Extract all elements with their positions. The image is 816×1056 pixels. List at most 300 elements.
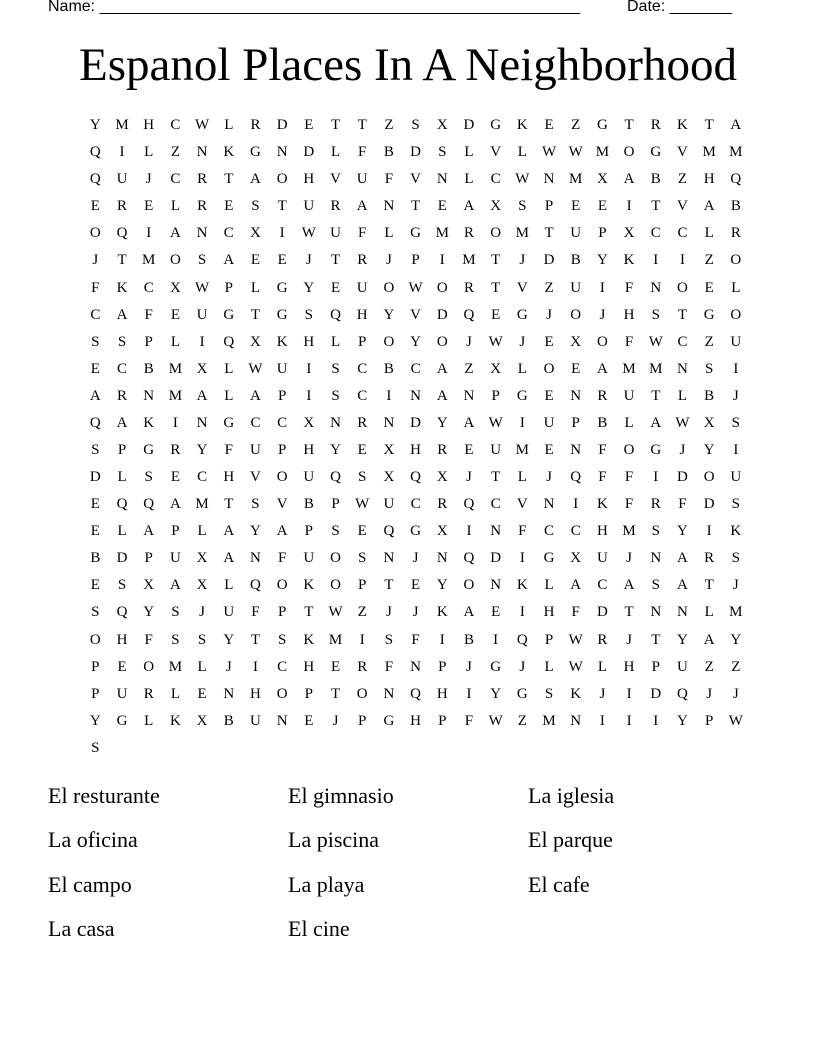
grid-letter: Y	[730, 631, 742, 648]
grid-letter: J	[706, 685, 713, 702]
grid-letter: T	[411, 198, 421, 215]
grid-letter: T	[651, 631, 661, 648]
grid-letter: E	[571, 198, 581, 215]
grid-letter: O	[276, 171, 288, 188]
grid-letter: C	[410, 496, 421, 513]
grid-letter: Q	[516, 631, 528, 648]
grid-letter: C	[117, 360, 128, 377]
grid-letter: N	[276, 712, 288, 729]
grid-letter: L	[224, 360, 234, 377]
grid-letter: J	[92, 252, 99, 269]
grid-letter: A	[436, 387, 448, 404]
grid-letter: A	[223, 550, 235, 567]
grid-letter: H	[303, 333, 315, 350]
grid-letter: G	[650, 441, 662, 458]
grid-letter: I	[519, 414, 525, 431]
grid-letter: E	[90, 523, 100, 540]
grid-letter: Z	[384, 117, 394, 134]
word-bank-item: La oficina	[48, 827, 138, 853]
grid-letter: E	[411, 577, 421, 594]
grid-letter: P	[304, 685, 314, 702]
grid-letter: X	[250, 333, 261, 350]
grid-letter: R	[197, 198, 208, 215]
grid-letter: L	[517, 469, 527, 486]
grid-letter: R	[117, 198, 128, 215]
grid-letter: S	[304, 306, 314, 323]
grid-letter: F	[598, 441, 607, 458]
grid-letter: W	[248, 360, 263, 377]
grid-letter: H	[303, 171, 315, 188]
grid-letter: P	[91, 685, 100, 702]
grid-letter: O	[490, 225, 502, 242]
grid-letter: A	[250, 387, 261, 404]
grid-letter: X	[169, 279, 181, 296]
grid-letter: V	[410, 171, 422, 188]
grid-letter: L	[144, 144, 154, 161]
grid-letter: P	[411, 252, 420, 269]
grid-letter: O	[730, 252, 742, 269]
grid-letter: K	[303, 631, 315, 648]
grid-letter: W	[728, 712, 743, 729]
grid-letter: N	[650, 550, 662, 567]
grid-letter: K	[516, 577, 528, 594]
grid-letter: P	[358, 712, 367, 729]
grid-letter: I	[679, 252, 685, 269]
grid-letter: W	[568, 658, 583, 675]
grid-letter: Y	[490, 685, 502, 702]
grid-letter: N	[490, 523, 502, 540]
grid-letter: W	[648, 333, 663, 350]
grid-letter: C	[223, 225, 234, 242]
grid-letter: F	[251, 604, 260, 621]
grid-letter: X	[436, 469, 448, 486]
grid-letter: M	[702, 144, 716, 161]
grid-letter: N	[223, 685, 235, 702]
grid-letter: S	[277, 631, 287, 648]
grid-letter: V	[410, 306, 422, 323]
grid-letter: I	[359, 631, 365, 648]
grid-letter: Q	[410, 685, 422, 702]
grid-letter: Y	[250, 523, 261, 540]
grid-letter: N	[383, 414, 395, 431]
grid-letter: H	[623, 306, 635, 323]
grid-letter: J	[732, 387, 739, 404]
grid-letter: M	[142, 252, 156, 269]
grid-letter: J	[412, 604, 419, 621]
grid-letter: U	[250, 441, 261, 458]
grid-letter: S	[358, 469, 367, 486]
grid-letter: I	[199, 333, 205, 350]
grid-letter: N	[196, 144, 208, 161]
grid-letter: E	[90, 198, 100, 215]
grid-letter: L	[544, 577, 554, 594]
grid-letter: G	[143, 441, 155, 458]
grid-letter: R	[250, 117, 261, 134]
grid-letter: S	[251, 496, 260, 513]
grid-letter: I	[706, 523, 712, 540]
grid-letter: Y	[89, 712, 101, 729]
grid-letter: S	[651, 577, 660, 594]
grid-letter: T	[384, 577, 394, 594]
grid-letter: U	[356, 279, 368, 296]
grid-letter: L	[517, 360, 527, 377]
grid-letter: O	[356, 685, 368, 702]
grid-letter: N	[250, 550, 261, 567]
grid-letter: S	[197, 631, 207, 648]
grid-letter: V	[330, 171, 341, 188]
grid-letter: N	[196, 225, 208, 242]
grid-letter: X	[196, 550, 208, 567]
grid-letter: U	[223, 604, 235, 621]
grid-letter: Y	[223, 631, 235, 648]
grid-letter: N	[383, 198, 395, 215]
grid-letter: Q	[330, 306, 341, 323]
grid-letter: I	[519, 604, 525, 621]
grid-letter: T	[277, 198, 287, 215]
grid-letter: T	[330, 685, 341, 702]
grid-letter: C	[357, 360, 368, 377]
grid-letter: I	[493, 631, 499, 648]
grid-letter: H	[436, 685, 448, 702]
grid-letter: U	[250, 712, 261, 729]
grid-letter: K	[730, 523, 742, 540]
grid-letter: T	[624, 604, 634, 621]
grid-letter: P	[438, 712, 447, 729]
grid-letter: W	[195, 279, 210, 296]
grid-letter: B	[143, 360, 154, 377]
grid-letter: H	[303, 441, 315, 458]
grid-letter: Z	[544, 279, 554, 296]
grid-letter: K	[303, 577, 315, 594]
grid-letter: E	[544, 333, 554, 350]
grid-letter: I	[626, 685, 632, 702]
grid-letter: O	[276, 577, 288, 594]
grid-letter: T	[677, 306, 688, 323]
grid-letter: O	[623, 144, 635, 161]
grid-letter: P	[544, 631, 554, 648]
grid-letter: X	[383, 469, 395, 486]
grid-letter: G	[490, 658, 502, 675]
grid-letter: J	[412, 550, 419, 567]
grid-letter: J	[626, 631, 633, 648]
grid-letter: U	[383, 496, 395, 513]
grid-letter: R	[143, 685, 154, 702]
grid-letter: F	[358, 144, 367, 161]
grid-letter: I	[306, 387, 312, 404]
grid-letter: O	[543, 360, 555, 377]
grid-letter: B	[223, 712, 234, 729]
grid-letter: R	[117, 387, 128, 404]
grid-letter: I	[386, 387, 392, 404]
grid-letter: K	[623, 252, 635, 269]
grid-letter: W	[515, 171, 530, 188]
page-title: Espanol Places In A Neighborhood	[79, 39, 737, 91]
grid-letter: A	[436, 360, 448, 377]
grid-letter: H	[356, 306, 368, 323]
grid-letter: A	[169, 496, 181, 513]
grid-letter: X	[436, 117, 448, 134]
grid-letter: N	[543, 496, 555, 513]
grid-letter: U	[730, 469, 742, 486]
grid-letter: T	[224, 496, 234, 513]
grid-letter: O	[383, 333, 395, 350]
grid-letter: A	[169, 225, 181, 242]
grid-letter: E	[277, 252, 287, 269]
grid-letter: R	[357, 658, 368, 675]
grid-letter: B	[704, 387, 715, 404]
grid-letter: O	[169, 252, 181, 269]
grid-letter: X	[490, 360, 502, 377]
grid-letter: G	[410, 225, 422, 242]
grid-letter: G	[516, 306, 528, 323]
grid-letter: Y	[383, 306, 395, 323]
grid-letter: Y	[410, 333, 422, 350]
grid-letter: S	[91, 441, 100, 458]
grid-letter: S	[651, 306, 660, 323]
grid-letter: D	[490, 550, 502, 567]
grid-letter: P	[171, 523, 180, 540]
grid-letter: F	[144, 306, 153, 323]
grid-letter: N	[436, 550, 448, 567]
grid-letter: I	[733, 441, 739, 458]
grid-letter: U	[623, 387, 635, 404]
grid-letter: Y	[196, 441, 208, 458]
grid-letter: N	[143, 387, 155, 404]
grid-letter: R	[197, 171, 208, 188]
grid-letter: P	[277, 604, 287, 621]
grid-letter: O	[383, 279, 395, 296]
grid-letter: P	[277, 441, 287, 458]
grid-letter: J	[546, 306, 552, 323]
grid-letter: H	[143, 117, 155, 134]
grid-letter: A	[223, 523, 235, 540]
grid-letter: C	[143, 279, 154, 296]
grid-letter: N	[570, 712, 582, 729]
grid-letter: L	[597, 658, 607, 675]
grid-letter: M	[195, 496, 209, 513]
grid-letter: N	[383, 550, 395, 567]
grid-letter: L	[464, 144, 474, 161]
word-bank-item: La piscina	[288, 827, 380, 853]
grid-letter: O	[276, 685, 288, 702]
grid-letter: O	[89, 225, 101, 242]
grid-letter: O	[330, 550, 341, 567]
grid-letter: F	[384, 658, 394, 675]
grid-letter: N	[543, 171, 555, 188]
grid-letter: E	[90, 577, 100, 594]
grid-letter: F	[518, 523, 527, 540]
grid-letter: C	[197, 469, 208, 486]
grid-letter: Y	[677, 523, 688, 540]
grid-letter: D	[116, 550, 128, 567]
grid-letter: M	[168, 387, 183, 404]
grid-letter: K	[276, 333, 288, 350]
grid-letter: Z	[704, 252, 714, 269]
grid-letter: R	[650, 496, 661, 513]
grid-letter: N	[677, 604, 688, 621]
grid-letter: P	[358, 577, 367, 594]
grid-letter: Q	[677, 685, 688, 702]
grid-letter: X	[383, 441, 395, 458]
word-bank-item: El parque	[528, 827, 613, 853]
grid-letter: E	[250, 252, 261, 269]
grid-letter: G	[223, 306, 235, 323]
grid-letter: U	[196, 306, 208, 323]
grid-letter: N	[410, 387, 422, 404]
grid-letter: S	[731, 550, 741, 567]
grid-letter: X	[196, 360, 208, 377]
grid-letter: M	[622, 360, 636, 377]
grid-letter: F	[144, 631, 153, 648]
grid-letter: S	[171, 631, 180, 648]
grid-letter: S	[197, 252, 207, 269]
word-search-grid	[82, 112, 749, 762]
grid-letter: S	[544, 685, 554, 702]
grid-letter: K	[516, 117, 528, 134]
grid-letter: S	[731, 496, 741, 513]
grid-letter: C	[570, 523, 581, 540]
grid-letter: A	[703, 198, 715, 215]
grid-letter: A	[570, 577, 582, 594]
grid-letter: O	[143, 658, 155, 675]
grid-letter: T	[224, 171, 234, 188]
grid-letter: A	[703, 631, 715, 648]
grid-letter: P	[117, 441, 127, 458]
grid-letter: W	[355, 496, 370, 513]
grid-letter: P	[571, 414, 580, 431]
grid-letter: W	[488, 414, 503, 431]
date-field-label: Date: _______	[627, 0, 732, 15]
grid-letter: X	[596, 171, 608, 188]
grid-letter: A	[596, 360, 608, 377]
grid-letter: T	[704, 577, 714, 594]
grid-letter: N	[677, 360, 688, 377]
grid-letter: D	[410, 144, 422, 161]
grid-letter: T	[330, 117, 341, 134]
grid-letter: F	[624, 333, 634, 350]
grid-letter: D	[650, 685, 662, 702]
grid-letter: D	[463, 117, 475, 134]
grid-letter: C	[490, 496, 501, 513]
word-bank-item: La playa	[288, 871, 365, 897]
grid-letter: I	[733, 360, 739, 377]
grid-letter: V	[250, 469, 261, 486]
grid-letter: M	[569, 171, 583, 188]
grid-letter: T	[544, 225, 554, 242]
grid-letter: N	[330, 414, 341, 431]
grid-letter: H	[116, 631, 128, 648]
grid-letter: E	[117, 658, 127, 675]
grid-letter: Z	[464, 360, 474, 377]
grid-letter: U	[330, 225, 341, 242]
grid-letter: X	[570, 333, 582, 350]
grid-letter: G	[250, 144, 261, 161]
grid-letter: L	[117, 523, 127, 540]
grid-letter: L	[731, 279, 741, 296]
grid-letter: R	[463, 279, 474, 296]
grid-letter: N	[276, 144, 288, 161]
grid-letter: L	[197, 658, 207, 675]
grid-letter: I	[439, 631, 445, 648]
grid-letter: D	[543, 252, 555, 269]
grid-letter: Z	[170, 144, 180, 161]
grid-letter: M	[729, 604, 743, 621]
grid-letter: P	[144, 333, 153, 350]
grid-letter: P	[277, 387, 287, 404]
grid-letter: E	[330, 658, 341, 675]
grid-letter: C	[277, 658, 288, 675]
grid-letter: S	[251, 198, 260, 215]
grid-letter: K	[436, 604, 448, 621]
grid-letter: E	[544, 441, 554, 458]
grid-letter: I	[599, 279, 605, 296]
word-bank	[48, 778, 768, 955]
grid-letter: E	[197, 685, 207, 702]
grid-letter: J	[385, 252, 392, 269]
grid-letter: T	[624, 117, 634, 134]
grid-letter: U	[116, 171, 128, 188]
grid-letter: H	[543, 604, 555, 621]
grid-letter: U	[730, 333, 742, 350]
grid-letter: T	[304, 604, 314, 621]
grid-letter: L	[170, 333, 180, 350]
grid-letter: R	[170, 441, 181, 458]
grid-letter: U	[276, 360, 288, 377]
grid-letter: D	[436, 306, 448, 323]
grid-letter: P	[224, 279, 233, 296]
grid-letter: Q	[223, 333, 235, 350]
grid-letter: U	[570, 279, 582, 296]
grid-letter: E	[571, 360, 581, 377]
grid-letter: F	[411, 631, 420, 648]
grid-letter: P	[144, 550, 153, 567]
grid-letter: P	[598, 225, 607, 242]
grid-letter: N	[570, 387, 582, 404]
grid-letter: Q	[570, 469, 582, 486]
grid-letter: J	[225, 658, 232, 675]
grid-letter: C	[170, 117, 181, 134]
grid-letter: O	[330, 577, 341, 594]
word-bank-item: El resturante	[48, 783, 160, 808]
grid-letter: I	[573, 496, 579, 513]
grid-letter: M	[622, 523, 636, 540]
grid-letter: X	[303, 414, 315, 431]
grid-letter: L	[464, 171, 474, 188]
grid-letter: M	[435, 225, 449, 242]
grid-letter: M	[515, 441, 530, 458]
grid-letter: R	[463, 225, 474, 242]
grid-letter: C	[410, 360, 421, 377]
grid-letter: P	[358, 333, 367, 350]
grid-letter: L	[144, 712, 154, 729]
grid-letter: R	[437, 441, 448, 458]
grid-letter: T	[651, 387, 661, 404]
grid-letter: D	[677, 469, 688, 486]
grid-letter: O	[703, 469, 715, 486]
grid-letter: A	[169, 577, 181, 594]
grid-letter: L	[197, 523, 207, 540]
grid-letter: Q	[330, 469, 341, 486]
grid-letter: W	[568, 631, 583, 648]
grid-letter: Y	[89, 117, 101, 134]
grid-letter: A	[623, 171, 635, 188]
grid-letter: O	[677, 279, 688, 296]
grid-letter: E	[170, 306, 180, 323]
grid-letter: O	[89, 631, 101, 648]
grid-letter: N	[490, 577, 502, 594]
grid-letter: S	[411, 117, 420, 134]
grid-letter: L	[117, 469, 127, 486]
